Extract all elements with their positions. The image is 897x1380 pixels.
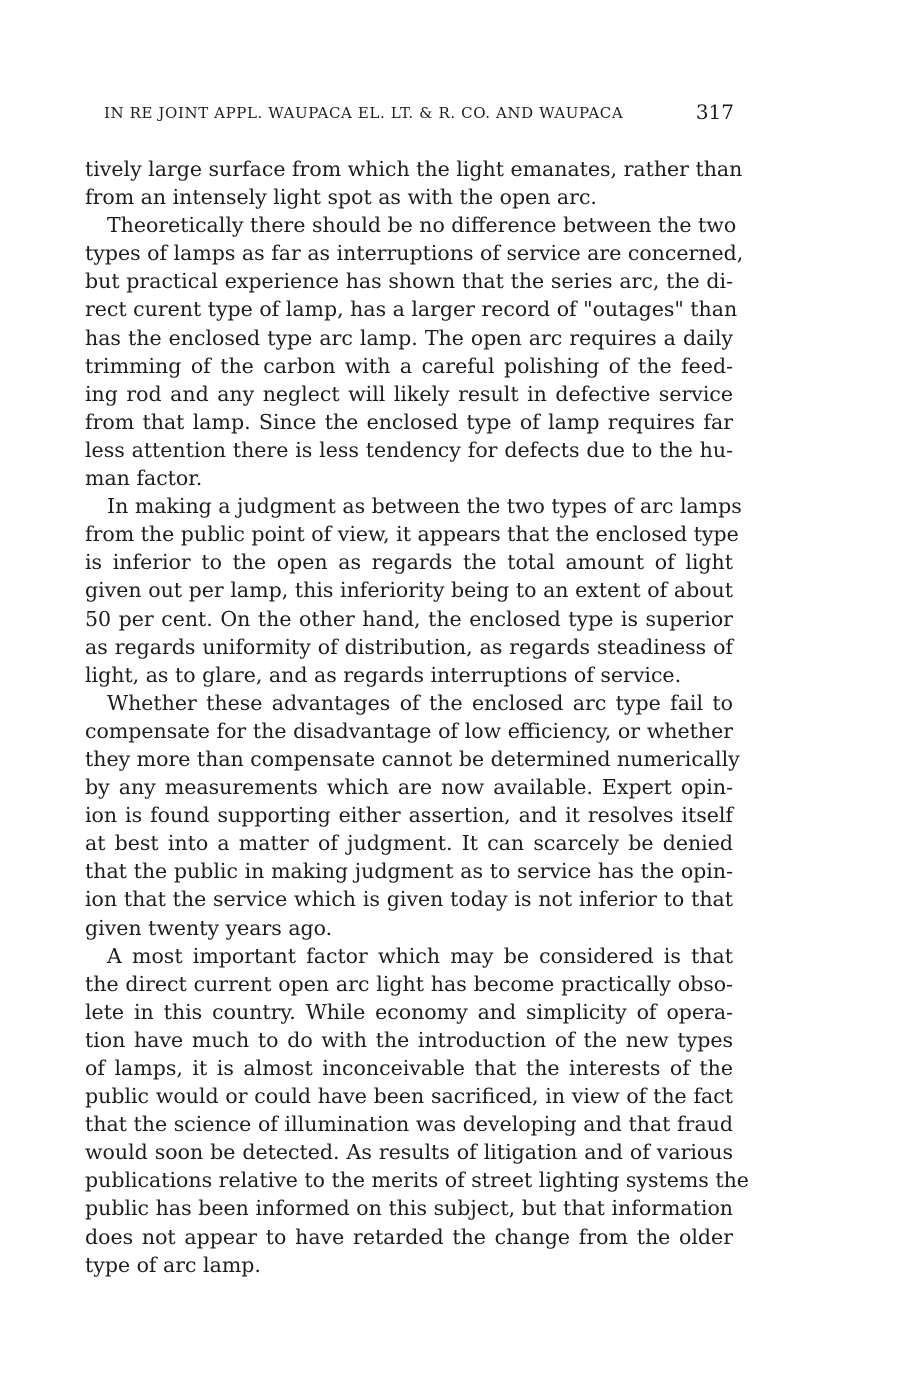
text-line: compensate for the disadvantage of low efficiency, or whether (85, 718, 733, 743)
paragraph (85, 942, 749, 1279)
text-line: In making a judgment as between the two types of arc lamps (107, 494, 742, 519)
text-line: that the science of illumination was developing and that fraud (85, 1112, 733, 1137)
text-line: type of arc lamp. (85, 1252, 261, 1277)
text-line: less attention there is less tendency for defects due to the hu- (85, 437, 733, 462)
text-line: tively large surface from which the light emanates, rather than (85, 157, 743, 181)
text-line: lete in this country. While economy and simplicity of opera- (85, 999, 733, 1024)
page-number: 317 (695, 100, 734, 124)
text-line: they more than compensate cannot be determined numerically (85, 746, 740, 771)
text-line: that the public in making judgment as to service has the opin- (85, 859, 733, 884)
text-line: types of lamps as far as interruptions of service are concerned, (85, 241, 744, 266)
text-line: given out per lamp, this inferiority being to an extent of about (85, 578, 733, 603)
text-line: given twenty years ago. (85, 915, 333, 940)
body-text (85, 155, 749, 1279)
text-line: of lamps, it is almost inconceivable that the interests of the (85, 1056, 733, 1080)
text-line: public has been informed on this subject, but that information (85, 1196, 733, 1221)
text-line: from an intensely light spot as with the open arc. (85, 185, 597, 210)
text-line: ing rod and any neglect will likely result in defective service (85, 381, 733, 406)
text-line: has the enclosed type arc lamp. The open arc requires a daily (85, 325, 733, 350)
paragraph (85, 211, 744, 492)
text-line: as regards uniformity of distribution, as regards steadiness of (85, 634, 733, 659)
text-line: Whether these advantages of the enclosed arc type fail to (107, 690, 733, 715)
text-line: from that lamp. Since the enclosed type of lamp requires far (85, 409, 733, 434)
text-line: at best into a matter of judgment. It can scarcely be denied (85, 831, 733, 856)
paragraph (85, 689, 740, 942)
text-line: public would or could have been sacrificed, in view of the fact (85, 1084, 733, 1109)
text-line: does not appear to have retarded the change from the older (85, 1224, 733, 1249)
paragraph (85, 492, 742, 689)
text-line: A most important factor which may be considered is that (107, 943, 733, 968)
text-line: by any measurements which are now available. Expert opin- (85, 775, 733, 800)
running-head-title: IN RE JOINT APPL. WAUPACA EL. LT. & R. CO. AND WAUPACA (104, 104, 624, 122)
text-line: ion that the service which is given today is not inferior to that (85, 887, 733, 912)
text-line: is inferior to the open as regards the total amount of light (85, 550, 733, 575)
text-line: 50 per cent. On the other hand, the enclosed type is superior (85, 606, 733, 631)
text-line: tion have much to do with the introduction of the new types (85, 1027, 733, 1052)
text-line: would soon be detected. As results of litigation and of various (85, 1140, 733, 1165)
text-line: Theoretically there should be no difference between the two (107, 213, 737, 238)
text-line: rect curent type of lamp, has a larger record of "outages" than (85, 297, 738, 322)
running-header (104, 100, 734, 130)
text-line: the direct current open arc light has become practically obso- (85, 971, 733, 996)
text-line: but practical experience has shown that the series arc, the di- (85, 269, 733, 294)
paragraph (85, 155, 743, 211)
text-line: light, as to glare, and as regards interruptions of service. (85, 662, 682, 687)
text-line: ion is found supporting either assertion, and it resolves itself (85, 803, 733, 828)
text-line: from the public point of view, it appears that the enclosed type (85, 522, 739, 547)
text-line: trimming of the carbon with a careful polishing of the feed- (85, 353, 733, 378)
text-line: publications relative to the merits of street lighting systems the (85, 1168, 749, 1193)
text-line: man factor. (85, 466, 203, 491)
